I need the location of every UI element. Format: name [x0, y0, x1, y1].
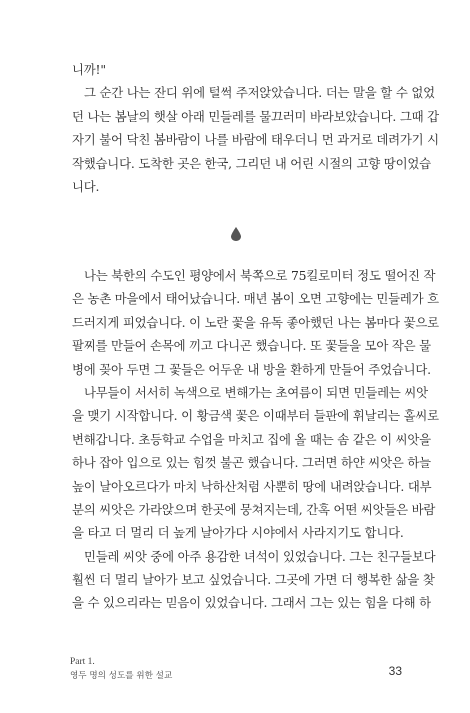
page-number: 33 — [388, 664, 402, 678]
text-line: 하나 잡아 입으로 있는 힘껏 불곤 했습니다. 그러면 하얀 씨앗은 하늘 — [72, 455, 431, 471]
text-line: 민들레 씨앗 중에 아주 용감한 녀석이 있었습니다. 그는 친구들보다 — [84, 548, 436, 564]
body-text-block-2 — [72, 264, 439, 615]
text-line: 그 순간 나는 잔디 위에 털썩 주저앉았습니다. 더는 말을 할 수 없었 — [84, 85, 435, 101]
text-line: 던 나는 봄날의 햇살 아래 민들레를 물끄러미 바라보았습니다. 그때 갑 — [72, 108, 439, 124]
text-line: 나무들이 서서히 녹색으로 변해가는 초여름이 되면 민들레는 씨앗 — [84, 384, 428, 400]
text-line: 을 수 있으리라는 믿음이 있었습니다. 그래서 그는 있는 힘을 다해 하 — [72, 595, 431, 611]
footer-part-label: Part 1. — [70, 657, 95, 667]
text-line: 높이 날아오르다가 마치 낙하산처럼 사뿐히 땅에 내려앉습니다. 대부 — [72, 478, 432, 494]
text-line: 드러지게 피었습니다. 이 노란 꽃을 유독 좋아했던 나는 봄마다 꽃으로 — [72, 314, 439, 330]
text-line: 팔찌를 만들어 손목에 끼고 다니곤 했습니다. 또 꽃들을 모아 작은 물 — [72, 338, 431, 354]
text-line: 나는 북한의 수도인 평양에서 북쪽으로 75킬로미터 정도 떨어진 작 — [84, 268, 436, 283]
text-line: 니다. — [72, 178, 100, 194]
text-line: 변해갑니다. 초등학교 수업을 마치고 집에 올 때는 솜 같은 이 씨앗을 — [72, 431, 431, 447]
text-line: 분의 씨앗은 가라앉으며 한곳에 뭉쳐지는데, 간혹 어떤 씨앗들은 바람 — [72, 501, 436, 517]
text-line: 을 맺기 시작합니다. 이 황금색 꽃은 이때부터 들판에 휘날리는 홀씨로 — [72, 408, 439, 424]
text-line: 자기 불어 닥친 봄바람이 나를 바람에 태우더니 먼 과거로 데려가기 시 — [72, 132, 439, 148]
text-line: 훨씬 더 멀리 날아가 보고 싶었습니다. 그곳에 가면 더 행복한 삶을 찾 — [72, 572, 435, 588]
body-text-block-1 — [72, 58, 439, 198]
text-line: 니까!" — [72, 62, 106, 77]
drop-icon — [231, 227, 241, 241]
text-line: 을 타고 더 멀리 더 높게 날아가다 시야에서 사라지기도 합니다. — [72, 525, 404, 541]
footer-part-title: 영두 명의 성도를 위한 설교 — [70, 671, 173, 681]
text-line: 작했습니다. 도착한 곳은 한국, 그리던 내 어린 시절의 고향 땅이었습 — [72, 155, 431, 171]
text-line: 병에 꽂아 두면 그 꽃들은 어두운 내 방을 환하게 만들어 주었습니다. — [72, 361, 431, 377]
text-line: 은 농촌 마을에서 태어났습니다. 매년 봄이 오면 고향에는 민들레가 흐 — [72, 291, 439, 307]
